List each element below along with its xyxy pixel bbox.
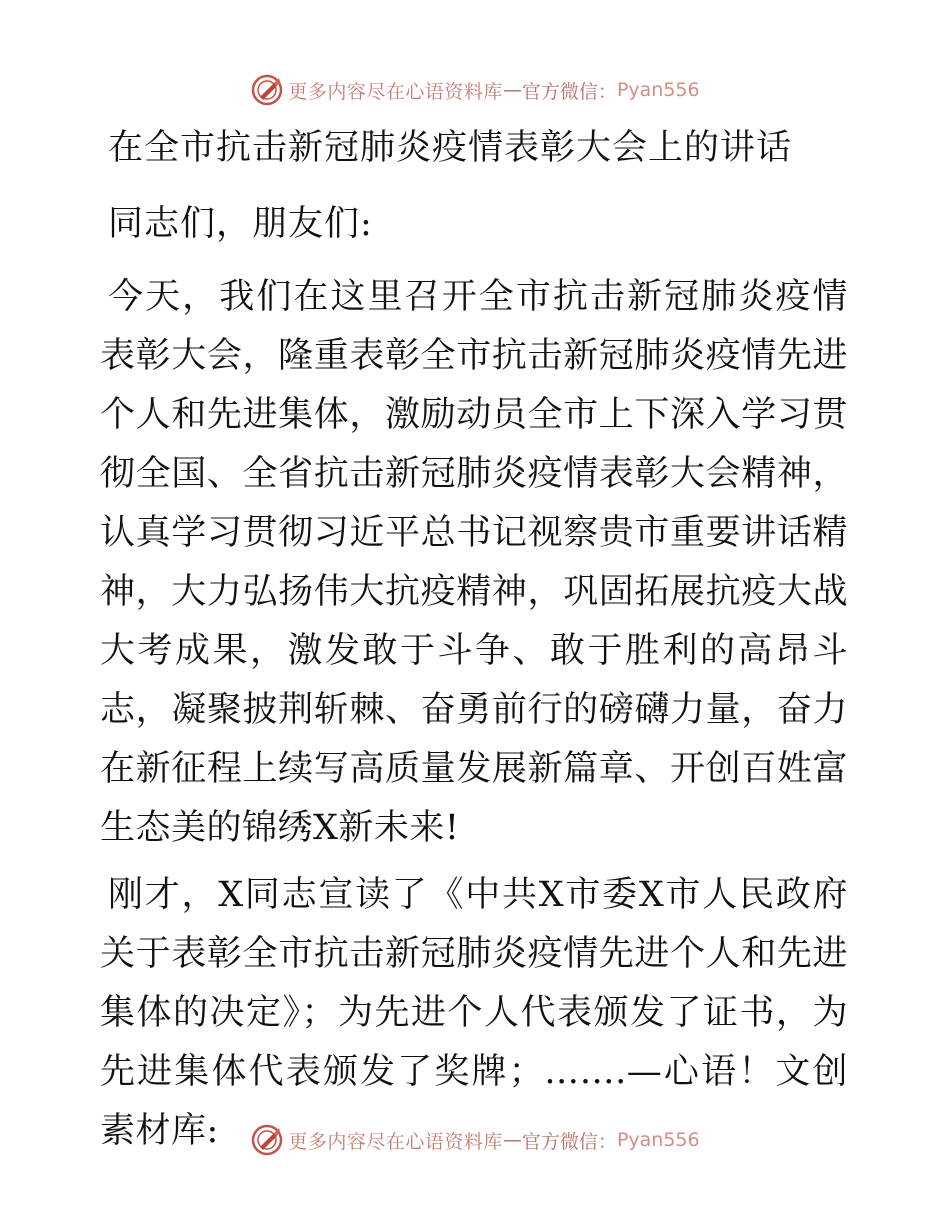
document-title: 在全市抗击新冠肺炎疫情表彰大会上的讲话 (108, 128, 793, 168)
paragraph-2: 刚才，X同志宣读了《中共X市委X市人民政府关于表彰全市抗击新冠肺炎疫情先进个人和先进集体的决定》；为先进个人代表颁发了证书，为先进集体代表颁发了奖牌；…….—心语！文创素材库: (100, 875, 848, 1151)
paragraph-1: 今天，我们在这里召开全市抗击新冠肺炎疫情表彰大会，隆重表彰全市抗击新冠肺炎疫情先进个人和先进集体，激励动员全市上下深入学习贯彻全国、全省抗击新冠肺炎疫情表彰大会精神，认真学习贯彻习近平总书记视察贵市重要讲话精神，大力弘扬伟大抗疫精神，巩固拓展抗疫大战大考成果，激发敢于斗争、敢于胜利的高昂斗志，凝聚披荆斩棘、奋勇前行的磅礴力量，奋力在新征程上续写高质量发展新篇章、开创百姓富生态美的锦绣X新未来! (100, 277, 848, 848)
watermark-text: 更多内容尽在心语资料库 (288, 1130, 503, 1153)
greeting: 同志们，朋友们: (108, 204, 373, 244)
watermark-dash: — (502, 79, 522, 101)
watermark-dash: — (502, 1129, 522, 1151)
footer-watermark (0, 1120, 950, 1160)
pen-logo-icon (250, 1123, 284, 1157)
watermark-wechat-id: Pyan556 (616, 1129, 700, 1151)
watermark-text: 更多内容尽在心语资料库 (288, 80, 503, 103)
watermark-wechat-id: Pyan556 (616, 79, 700, 101)
watermark-official-label: 官方微信： (521, 1130, 617, 1153)
header-watermark (0, 70, 950, 110)
pen-logo-icon (250, 73, 284, 107)
watermark-official-label: 官方微信： (521, 80, 617, 103)
